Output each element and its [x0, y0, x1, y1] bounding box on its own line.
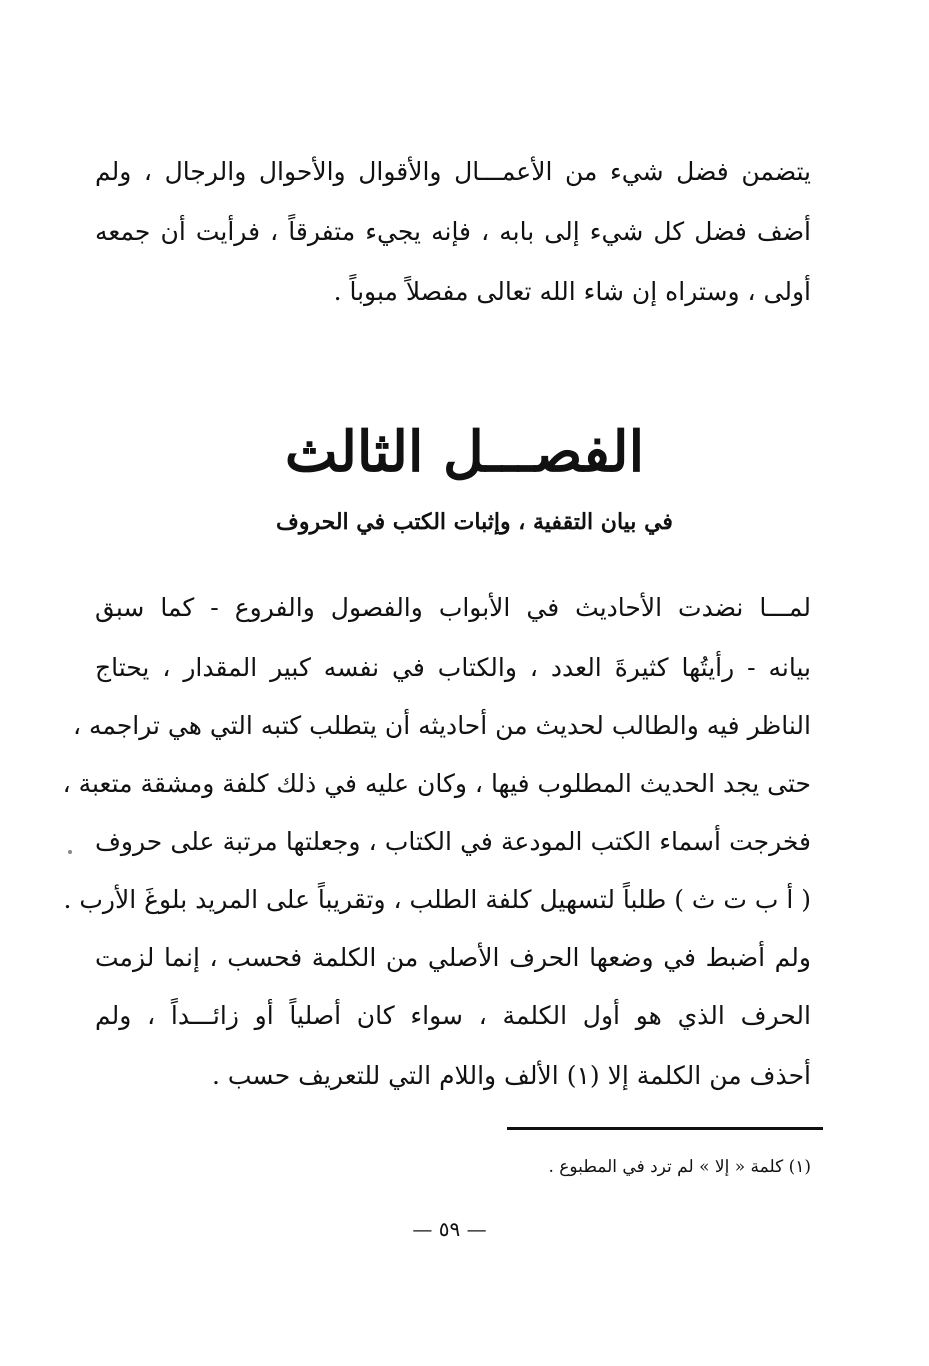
- paragraph2-line-1: ولم أضبط في وضعها الحرف الأصلي من الكلمة فحسب ، إنما لزمت: [95, 943, 811, 972]
- paragraph2-line-3: أحذف من الكلمة إلا (١) الألف واللام التي للتعريف حسب .: [211, 1061, 811, 1090]
- paragraph1-line-4: حتى يجد الحديث المطلوب فيها ، وكان عليه في ذلك كلفة ومشقة متعبة ،: [62, 769, 811, 798]
- paragraph1-line-6: ( أ ب ت ث ) طلباً لتسهيل كلفة الطلب ، وتقريباً على المريد بلوغَ الأرب .: [63, 885, 811, 914]
- page-number: — ٥٩ —: [412, 1217, 487, 1241]
- margin-mark: [68, 850, 72, 854]
- paragraph1-line-2: بيانه - رأيتُها كثيرةَ العدد ، والكتاب في نفسه كبير المقدار ، يحتاج: [95, 653, 811, 682]
- intro-line-2: أضف فضل كل شيء إلى بابه ، فإنه يجيء متفرقاً ، فرأيت أن جمعه: [95, 217, 811, 246]
- paragraph1-line-1: لمـــا نضدت الأحاديث في الأبواب والفصول والفروع - كما سبق: [95, 593, 811, 622]
- paragraph1-line-5: فخرجت أسماء الكتب المودعة في الكتاب ، وجعلتها مرتبة على حروف: [95, 827, 811, 856]
- footnote-separator: [507, 1127, 823, 1130]
- footnote: (١) كلمة « إلا » لم ترد في المطبوع .: [548, 1157, 811, 1177]
- intro-line-3: أولى ، وستراه إن شاء الله تعالى مفصلاً مبوباً .: [333, 277, 811, 306]
- chapter-title: الفصـــل الثالث: [284, 419, 645, 485]
- intro-line-1: يتضمن فضل شيء من الأعمـــال والأقوال والأحوال والرجال ، ولم: [95, 157, 811, 186]
- chapter-subtitle: في بيان التقفية ، وإثبات الكتب في الحروف: [276, 509, 673, 535]
- paragraph2-line-2: الحرف الذي هو أول الكلمة ، سواء كان أصلياً أو زائـــداً ، ولم: [95, 1001, 811, 1030]
- paragraph1-line-3: الناظر فيه والطالب لحديث من أحاديثه أن يتطلب كتبه التي هي تراجمه ،: [72, 711, 811, 740]
